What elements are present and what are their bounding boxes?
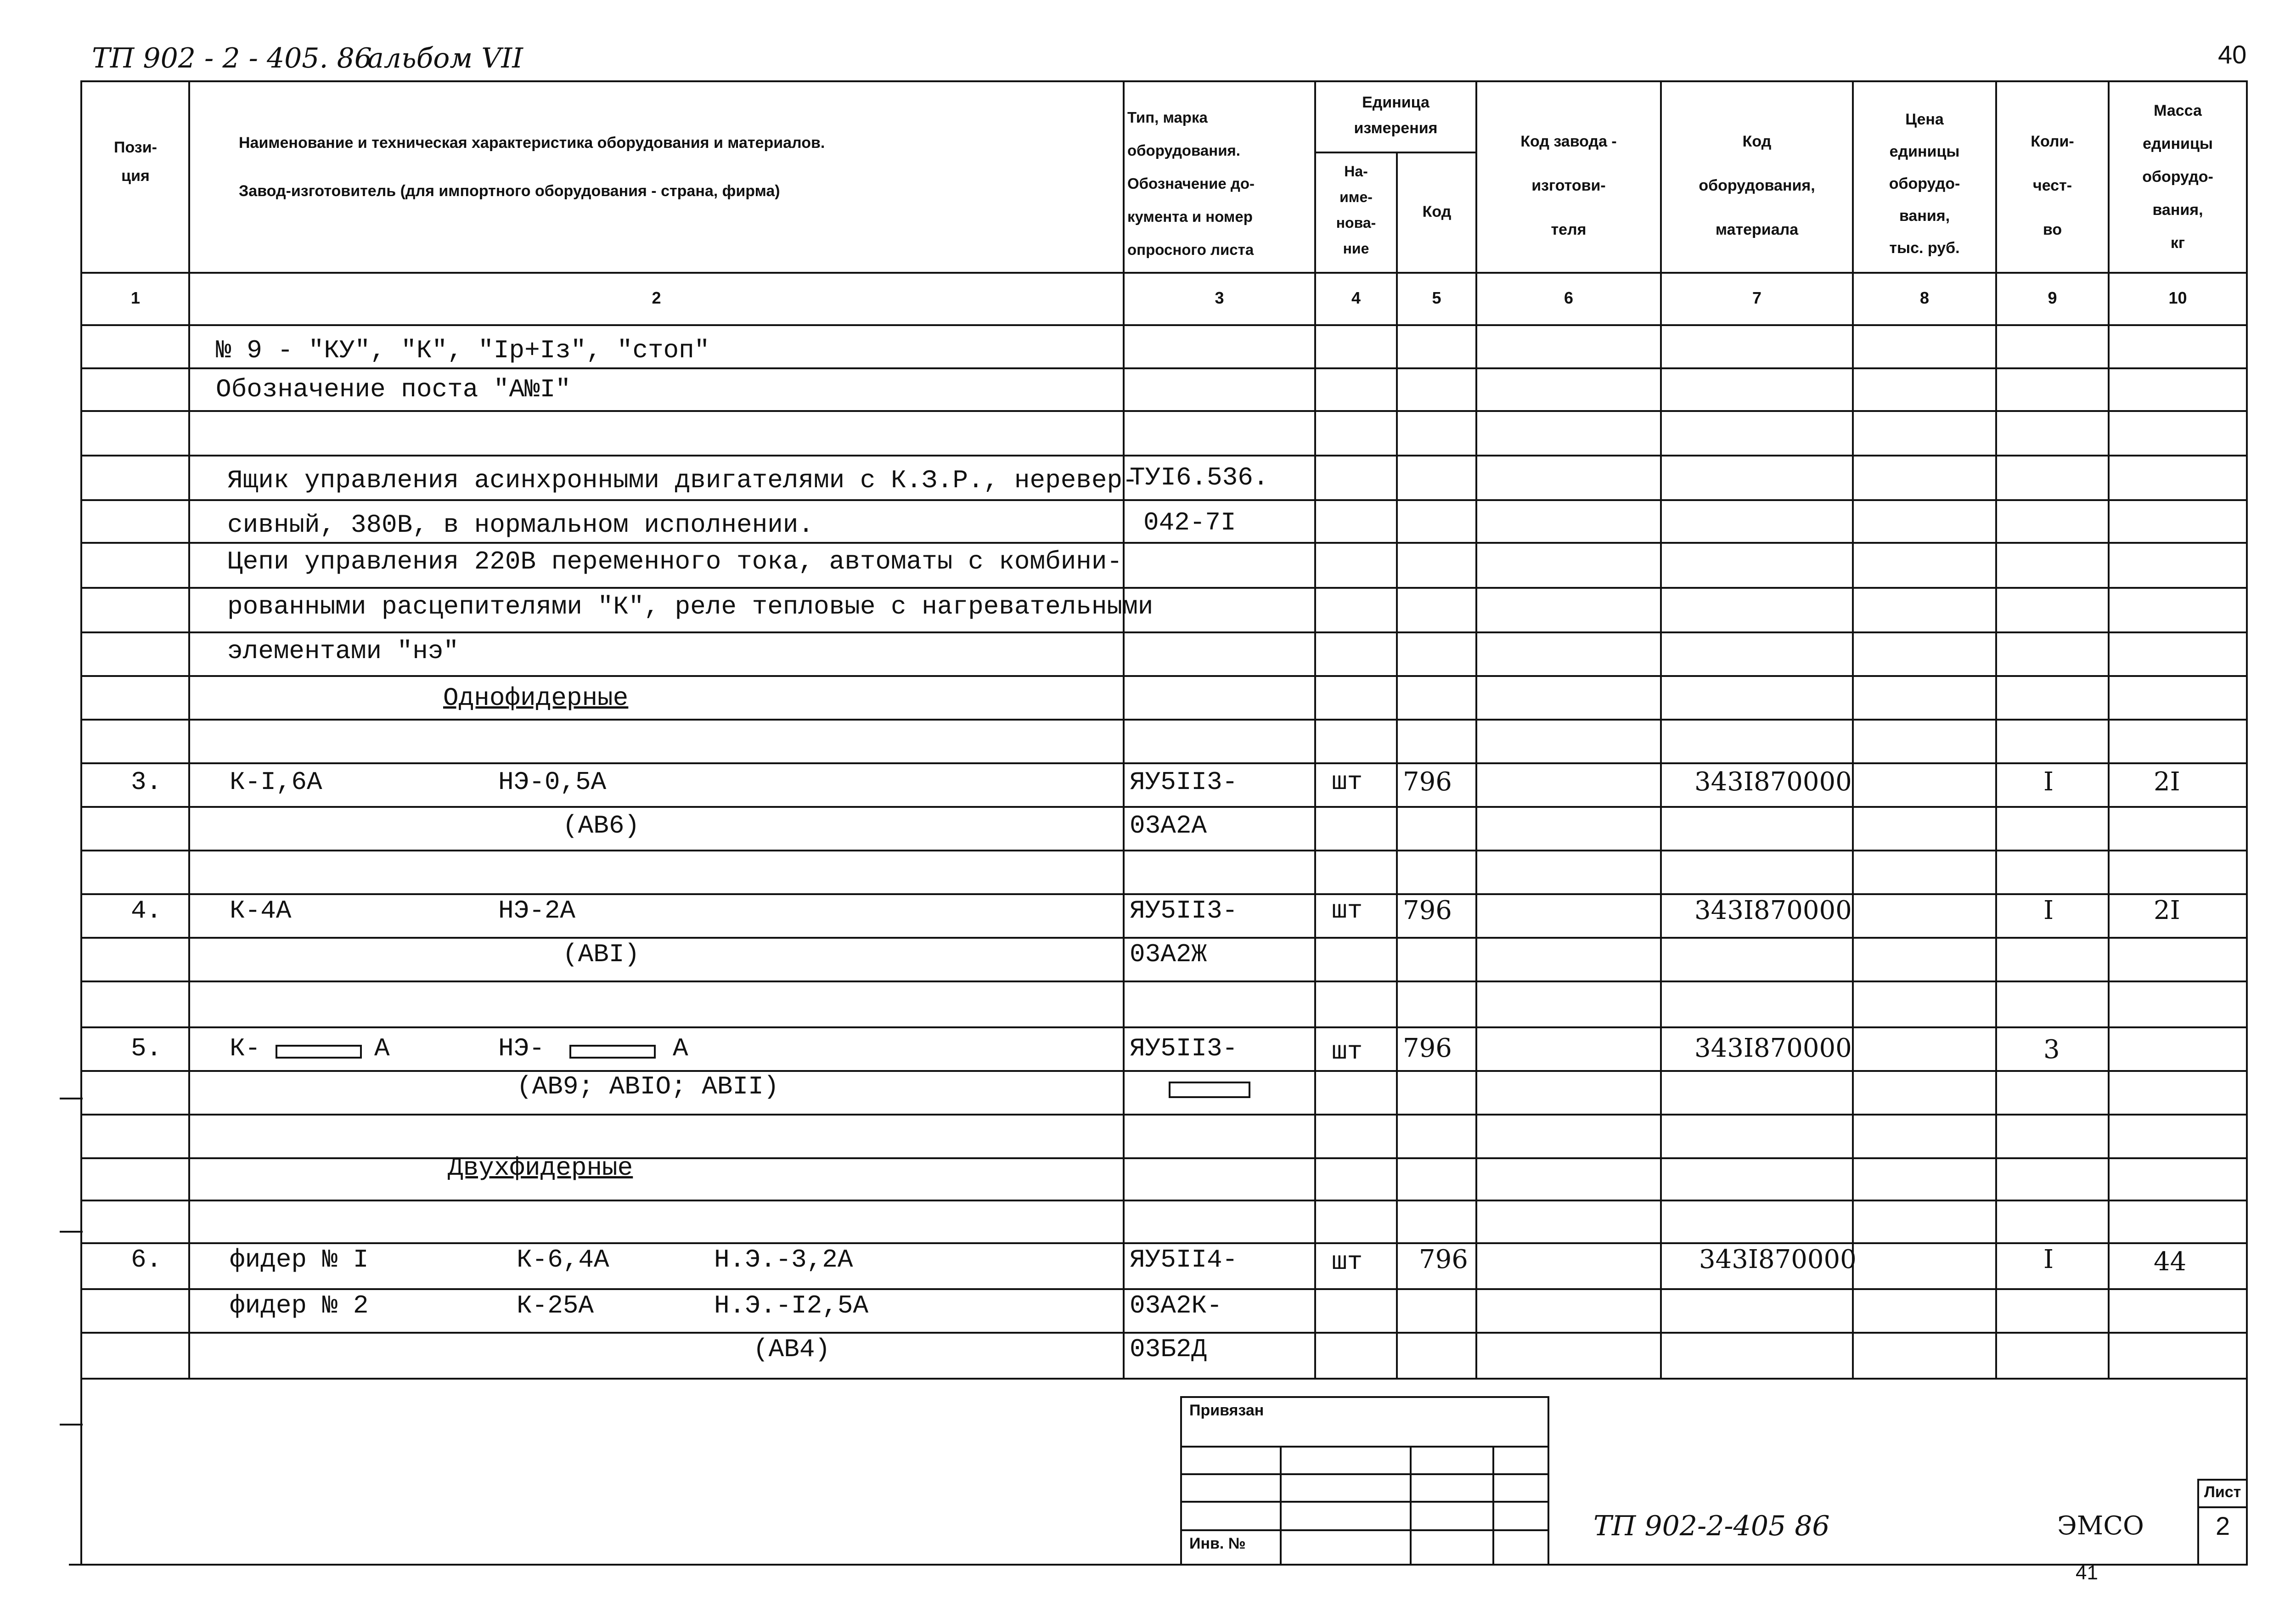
unit-name: шт (1332, 1247, 1363, 1277)
breaker: К-25А (517, 1291, 594, 1320)
type-code: ЯУ5II4- (1130, 1245, 1238, 1274)
mass: 2I (2154, 896, 2180, 925)
mass: 44 (2154, 1247, 2187, 1277)
heater-unit: А (673, 1034, 688, 1063)
unit-name: шт (1332, 767, 1363, 797)
quantity: 3 (2043, 1035, 2060, 1065)
breaker-unit: А (374, 1034, 390, 1063)
breaker-ref: (АВ9; АВIO; АВII) (517, 1072, 779, 1101)
type-code: 03А2Ж (1130, 940, 1207, 969)
breaker: К-4А (230, 896, 292, 925)
breaker-ref: (АВ6) (563, 811, 640, 840)
equipment-code: 343I870000 (1694, 767, 1852, 797)
type-spec: ТУI6.536. (1130, 463, 1269, 492)
organization: ЭМСО (2057, 1511, 2144, 1541)
description-line: Ящик управления асинхронными двигателями с К.З.Р., неревер- (227, 466, 1138, 495)
breaker: К-6,4А (517, 1245, 609, 1274)
heater: Н.Э.-3,2А (714, 1245, 853, 1274)
heater: НЭ-2А (498, 896, 576, 925)
page-number: 40 (2218, 40, 2247, 69)
bound-label: Привязан (1189, 1402, 1264, 1419)
heater: НЭ-0,5А (498, 767, 607, 797)
breaker-prefix: К- (230, 1034, 261, 1063)
unit-name: шт (1332, 896, 1363, 925)
position: 3. (131, 767, 162, 797)
stamp-document-code: ТП 902-2-405 86 (1593, 1510, 1830, 1542)
unit-name: шт (1332, 1037, 1363, 1066)
type-code: 03А2А (1130, 811, 1207, 840)
equipment-code: 343I870000 (1694, 896, 1852, 925)
section-single-feeder: Однофидерные (443, 683, 629, 713)
section-dual-feeder: Двухфидерные (448, 1153, 633, 1183)
header-mass: Масса единицы оборудо- вания, кг (2142, 102, 2213, 252)
header-unit: Единица измерения (1354, 94, 1438, 137)
heater-prefix: НЭ- (498, 1034, 545, 1063)
type-code: ЯУ5II3- (1130, 767, 1238, 797)
type-code: ЯУ5II3- (1130, 1034, 1238, 1063)
header-price: Цена единицы оборудо- вания, тыс. руб. (1889, 111, 1960, 257)
position: 6. (131, 1245, 162, 1274)
position: 5. (131, 1034, 162, 1063)
blank-field (276, 1045, 362, 1059)
feeder-2: фидер № 2 (230, 1291, 369, 1320)
heater: Н.Э.-I2,5А (714, 1291, 869, 1320)
bottom-number: 41 (2076, 1561, 2098, 1584)
description-line: рованными расцепителями "К", реле тепловые с нагревательными (227, 592, 1154, 621)
breaker-ref: (АВ4) (753, 1335, 831, 1364)
header-type: Тип, марка оборудования. Обозначение до- кумента и номер опросного листа (1127, 109, 1255, 258)
header-factory-code: Код завода - изготови- теля (1520, 133, 1617, 238)
mass: 2I (2154, 767, 2180, 797)
unit-code: 796 (1403, 1033, 1452, 1063)
sheet-number: 2 (2216, 1511, 2230, 1540)
unit-code: 796 (1403, 767, 1452, 797)
position: 4. (131, 896, 162, 925)
album-label: альбом VII (367, 42, 523, 74)
description-line: элементами "нэ" (227, 637, 459, 666)
sheet-label: Лист (2204, 1483, 2241, 1501)
quantity: I (2043, 1245, 2054, 1274)
post-designation: Обозначение поста "А№I" (216, 375, 571, 404)
breaker-ref: (АВI) (563, 940, 640, 969)
description-line: Цепи управления 220В переменного тока, автоматы с комбини- (227, 547, 1123, 576)
header-equipment-code: Код оборудования, материала (1699, 133, 1815, 238)
quantity: I (2043, 896, 2054, 925)
type-code: 03А2К- (1130, 1291, 1222, 1320)
unit-code: 796 (1419, 1245, 1468, 1274)
description-line: сивный, 380В, в нормальном исполнении. (227, 510, 814, 540)
inventory-label: Инв. № (1189, 1535, 1246, 1552)
header-name-line2: Завод-изготовитель (для импортного оборудования - страна, фирма) (239, 182, 780, 200)
blank-field (569, 1045, 656, 1059)
header-unit-name: На- име- нова- ние (1336, 163, 1376, 257)
header-unit-code: Код (1422, 203, 1452, 220)
document-code: ТП 902 - 2 - 405. 86 (92, 42, 372, 74)
header-position: Пози- ция (114, 139, 157, 185)
equipment-code: 343I870000 (1694, 1033, 1852, 1063)
type-spec: 042-7I (1143, 508, 1236, 537)
breaker: К-I,6А (230, 767, 322, 797)
quantity: I (2043, 767, 2054, 797)
header-name-line1: Наименование и техническая характеристика оборудования и материалов. (239, 134, 825, 152)
type-code: ЯУ5II3- (1130, 896, 1238, 925)
type-code: 03Б2Д (1130, 1335, 1207, 1364)
equipment-code: 343I870000 (1699, 1245, 1857, 1274)
post-title: № 9 - "КУ", "К", "Iр+Iз", "стоп" (216, 336, 710, 365)
header-quantity: Коли- чест- во (2031, 133, 2074, 238)
feeder-1: фидер № I (230, 1245, 369, 1274)
blank-field (1169, 1082, 1250, 1098)
unit-code: 796 (1403, 896, 1452, 925)
